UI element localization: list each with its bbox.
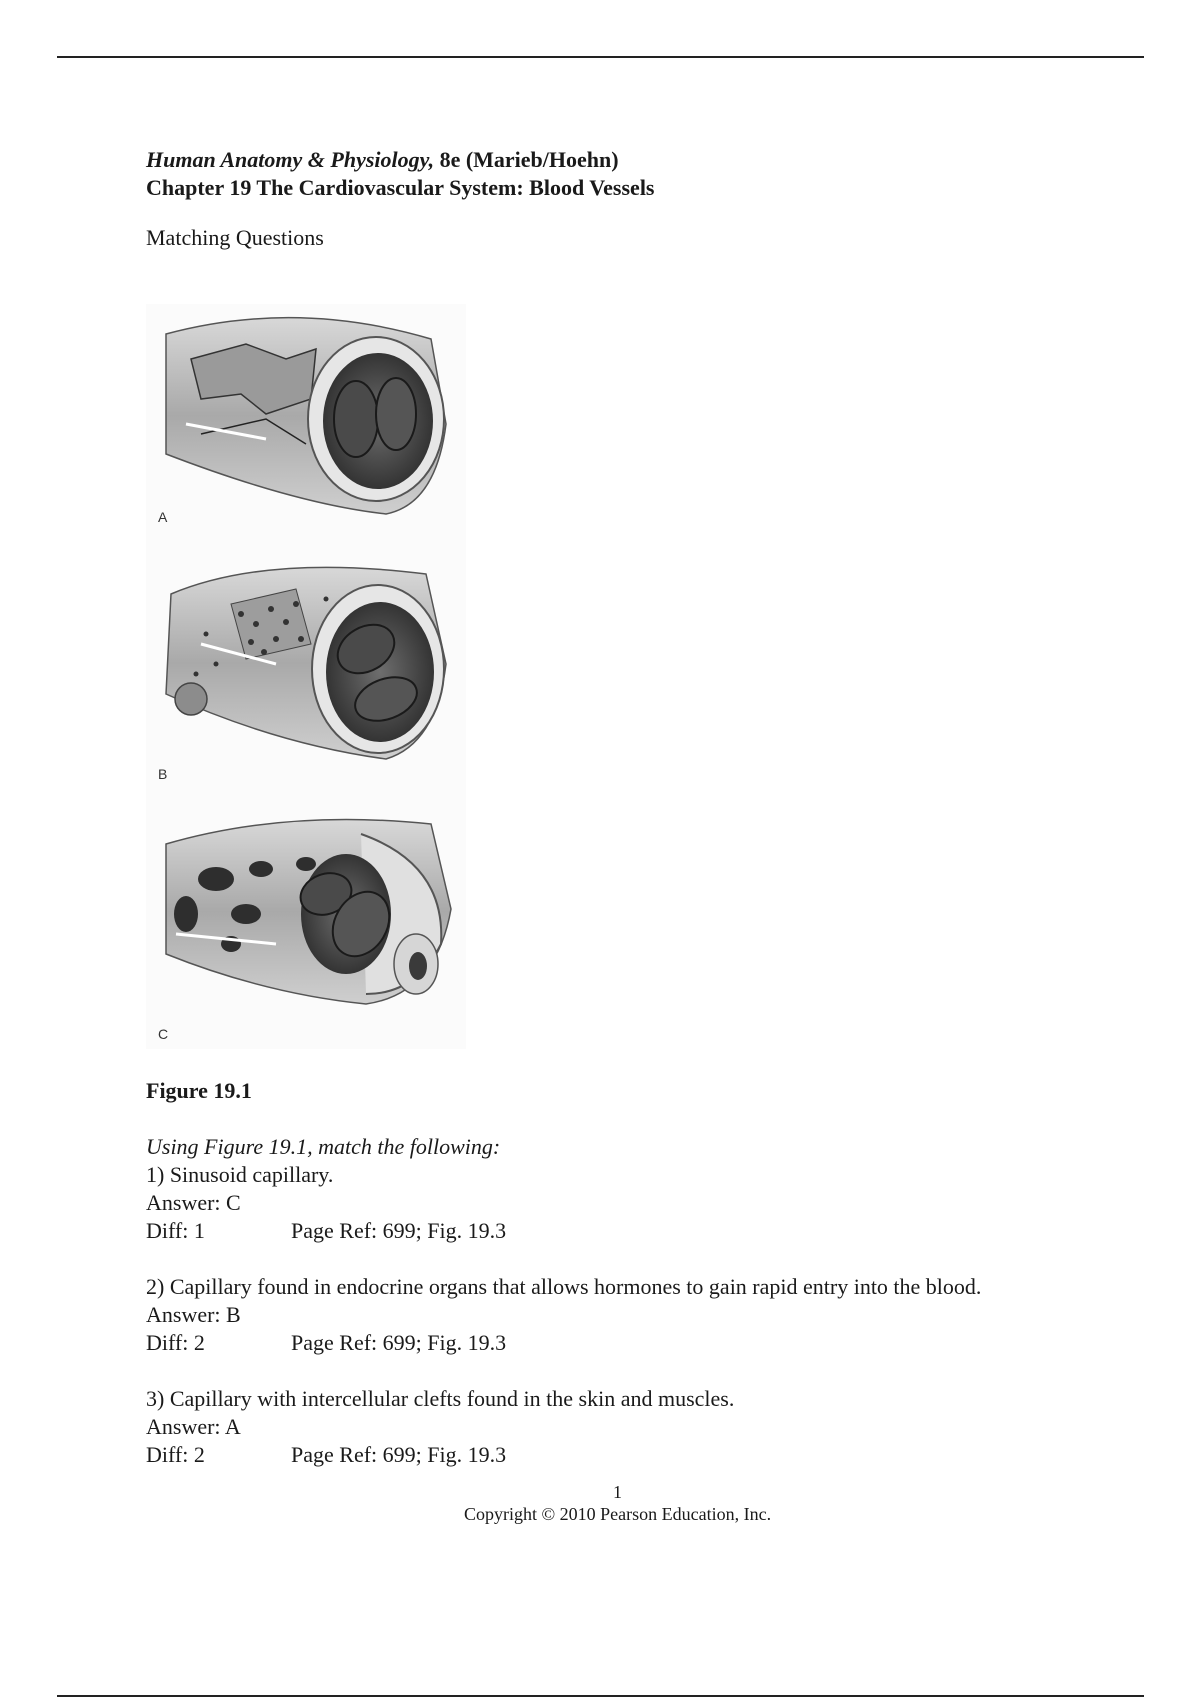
diff-line (146, 1329, 1106, 1357)
diff-line (146, 1441, 1106, 1469)
page-reference: Page Ref: 699; Fig. 19.3 (291, 1330, 507, 1355)
page-reference: Page Ref: 699; Fig. 19.3 (291, 1442, 507, 1467)
bottom-rule (57, 1695, 1144, 1697)
top-rule (57, 56, 1144, 58)
difficulty: Diff: 1 (146, 1218, 205, 1243)
edition-authors: 8e (Marieb/Hoehn) (434, 147, 619, 172)
difficulty: Diff: 2 (146, 1330, 205, 1355)
answer-text: Answer: C (146, 1190, 241, 1215)
figure-19-1 (146, 304, 466, 1049)
question-text: 1) Sinusoid capillary. (146, 1162, 334, 1187)
figure-caption: Figure 19.1 (146, 1078, 252, 1103)
answer-text: Answer: B (146, 1302, 241, 1327)
copyright-notice: Copyright © 2010 Pearson Education, Inc. (463, 1504, 772, 1524)
question-text: 2) Capillary found in endocrine organs that allows hormones to gain rapid entry into the blood. (146, 1274, 982, 1299)
instructions: Using Figure 19.1, match the following: (146, 1134, 501, 1159)
answer-text: Answer: A (146, 1414, 241, 1439)
panel-a-label: A (158, 509, 168, 525)
page-reference: Page Ref: 699; Fig. 19.3 (291, 1218, 507, 1243)
page-number: 1 (613, 1482, 622, 1502)
question-list (146, 1161, 1106, 1469)
question-text: 3) Capillary with intercellular clefts found in the skin and muscles. (146, 1386, 735, 1411)
book-title: Human Anatomy & Physiology, (146, 147, 435, 172)
diff-line (146, 1217, 1106, 1245)
capillary-figure (146, 304, 466, 1049)
question-item (146, 1385, 1106, 1469)
document-body (146, 146, 1106, 1469)
section-label: Matching Questions (146, 225, 324, 250)
question-item (146, 1161, 1106, 1245)
panel-c-label: C (158, 1026, 169, 1042)
difficulty: Diff: 2 (146, 1442, 205, 1467)
panel-b-label: B (158, 766, 168, 782)
question-item (146, 1273, 1106, 1357)
chapter-title: Chapter 19 The Cardiovascular System: Blood Vessels (146, 175, 655, 200)
book-title-line (146, 146, 1106, 174)
